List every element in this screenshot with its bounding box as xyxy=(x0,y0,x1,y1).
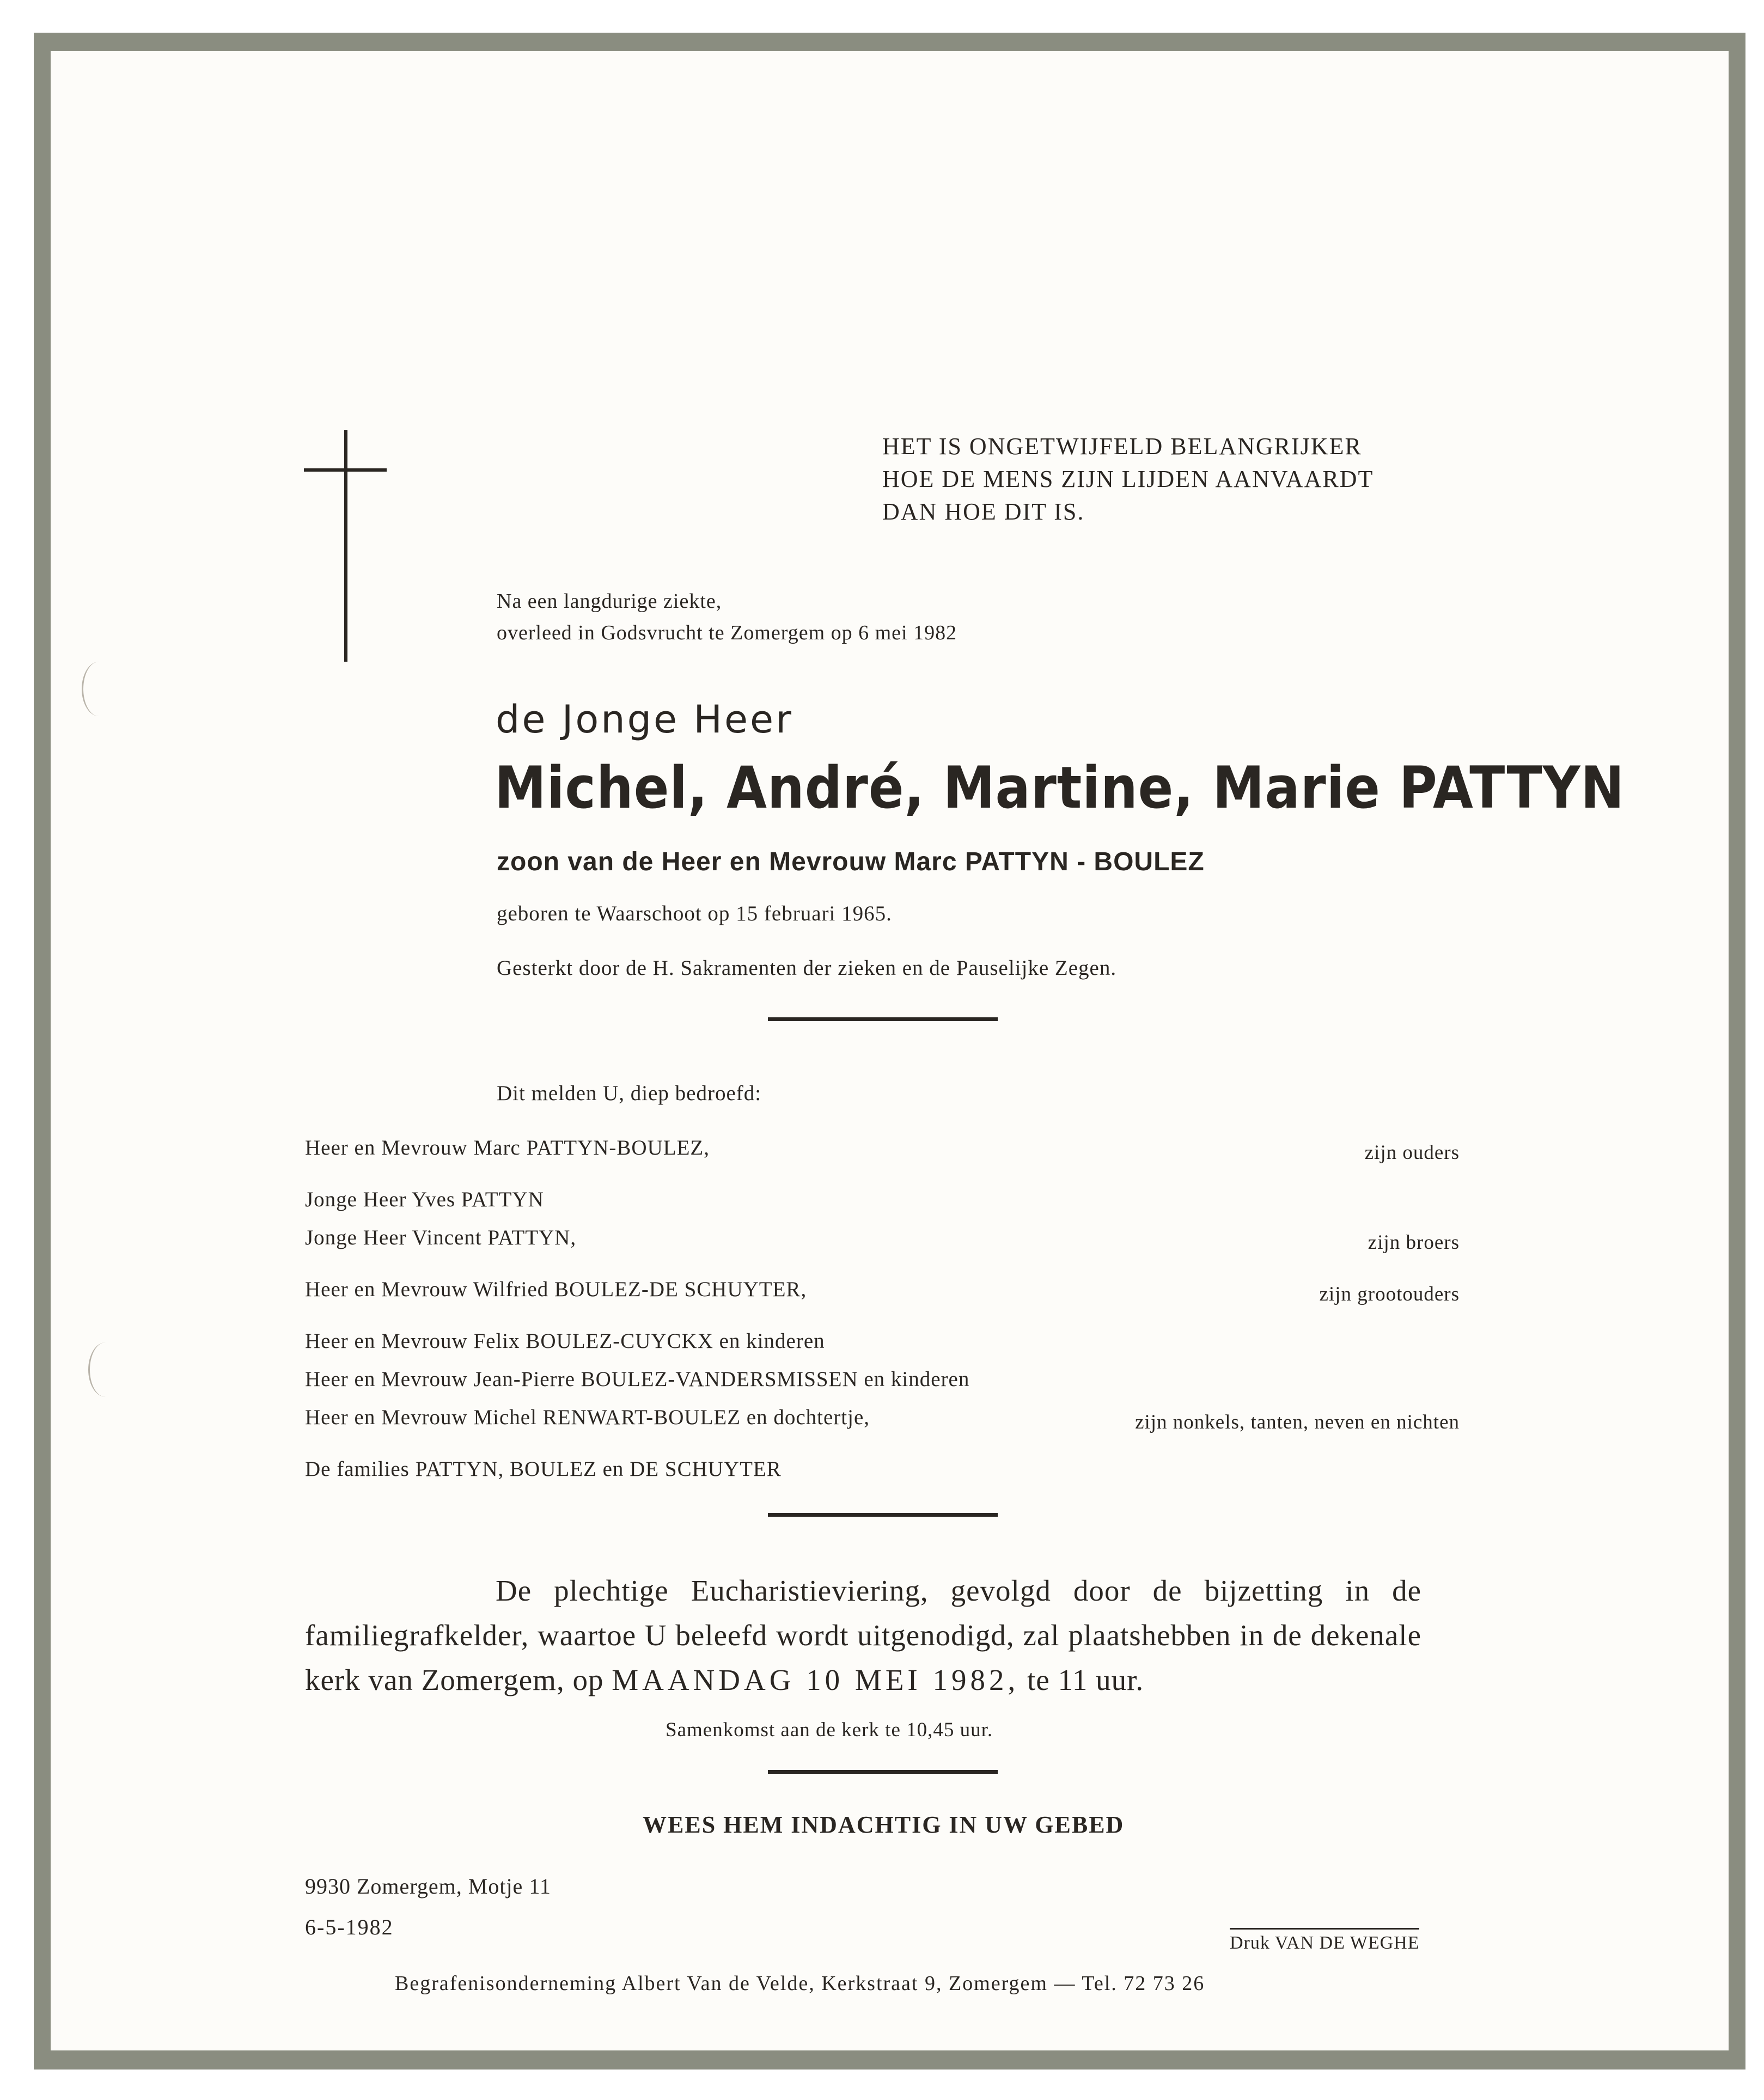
mourner-name: Jonge Heer Yves PATTYN xyxy=(305,1188,544,1211)
mourner-name: Heer en Mevrouw Felix BOULEZ-CUYCKX en kinderen xyxy=(305,1329,825,1353)
title-prefix: de Jonge Heer xyxy=(496,697,794,742)
address: 9930 Zomergem, Motje 11 xyxy=(305,1874,551,1898)
parents-line: zoon van de Heer en Mevrouw Marc PATTYN - BOULEZ xyxy=(497,847,1205,876)
quote-line: HOE DE MENS ZIJN LIJDEN AANVAARDT xyxy=(882,466,1374,492)
mourner-relation: zijn grootouders xyxy=(1319,1283,1460,1305)
punch-hole xyxy=(82,662,116,716)
quote-line: DAN HOE DIT IS. xyxy=(882,498,1085,525)
quote-block xyxy=(882,430,1374,528)
punch-hole xyxy=(88,1342,123,1397)
ceremony-paragraph xyxy=(305,1568,1421,1702)
ceremony-text: De plechtige Eucharistieviering, gevolgd door de bijzetting in de familiegrafkelder, waartoe U beleefd wordt uitgenodigd, zal plaatshebben in de dekenale kerk van Zomergem, op xyxy=(305,1574,1421,1696)
printer-credit: Druk VAN DE WEGHE xyxy=(1230,1928,1419,1954)
mourner-name: De families PATTYN, BOULEZ en DE SCHUYTER xyxy=(305,1457,782,1481)
divider xyxy=(768,1513,998,1517)
mourner-relation: zijn nonkels, tanten, neven en nichten xyxy=(1135,1411,1460,1433)
undertaker-line: Begrafenisonderneming Albert Van de Velde, Kerkstraat 9, Zomergem — Tel. 72 73 26 xyxy=(395,1972,1205,1995)
mourner-relation: zijn broers xyxy=(1368,1231,1460,1254)
intro-line: overleed in Godsvrucht te Zomergem op 6 mei 1982 xyxy=(497,621,957,644)
notice-date: 6-5-1982 xyxy=(305,1915,394,1939)
ceremony-date: MAANDAG 10 MEI 1982, xyxy=(612,1663,1020,1696)
birth-line: geboren te Waarschoot op 15 februari 1965. xyxy=(497,902,892,925)
divider xyxy=(768,1017,998,1021)
card-paper xyxy=(51,51,1729,2050)
mourner-name: Heer en Mevrouw Wilfried BOULEZ-DE SCHUYTER, xyxy=(305,1278,807,1301)
mourner-name: Heer en Mevrouw Michel RENWART-BOULEZ en dochtertje, xyxy=(305,1406,870,1429)
deceased-name: Michel, André, Martine, Marie PATTYN xyxy=(495,754,1625,821)
mourner-name: Heer en Mevrouw Marc PATTYN-BOULEZ, xyxy=(305,1136,710,1159)
death-notice-intro xyxy=(497,585,957,649)
ceremony-time: te 11 uur. xyxy=(1027,1663,1144,1696)
meeting-time: Samenkomst aan de kerk te 10,45 uur. xyxy=(666,1719,993,1741)
intro-line: Na een langdurige ziekte, xyxy=(497,590,722,613)
remembrance-line: WEES HEM INDACHTIG IN UW GEBED xyxy=(643,1811,1125,1838)
mourner-name: Heer en Mevrouw Jean-Pierre BOULEZ-VANDERSMISSEN en kinderen xyxy=(305,1368,970,1391)
mourner-name: Jonge Heer Vincent PATTYN, xyxy=(305,1226,577,1249)
mourners-intro: Dit melden U, diep bedroefd: xyxy=(497,1082,762,1105)
divider xyxy=(768,1770,998,1774)
mourner-relation: zijn ouders xyxy=(1364,1141,1460,1164)
quote-line: HET IS ONGETWIJFELD BELANGRIJKER xyxy=(882,433,1362,460)
sacraments-line: Gesterkt door de H. Sakramenten der zieken en de Pauselijke Zegen. xyxy=(497,956,1117,980)
